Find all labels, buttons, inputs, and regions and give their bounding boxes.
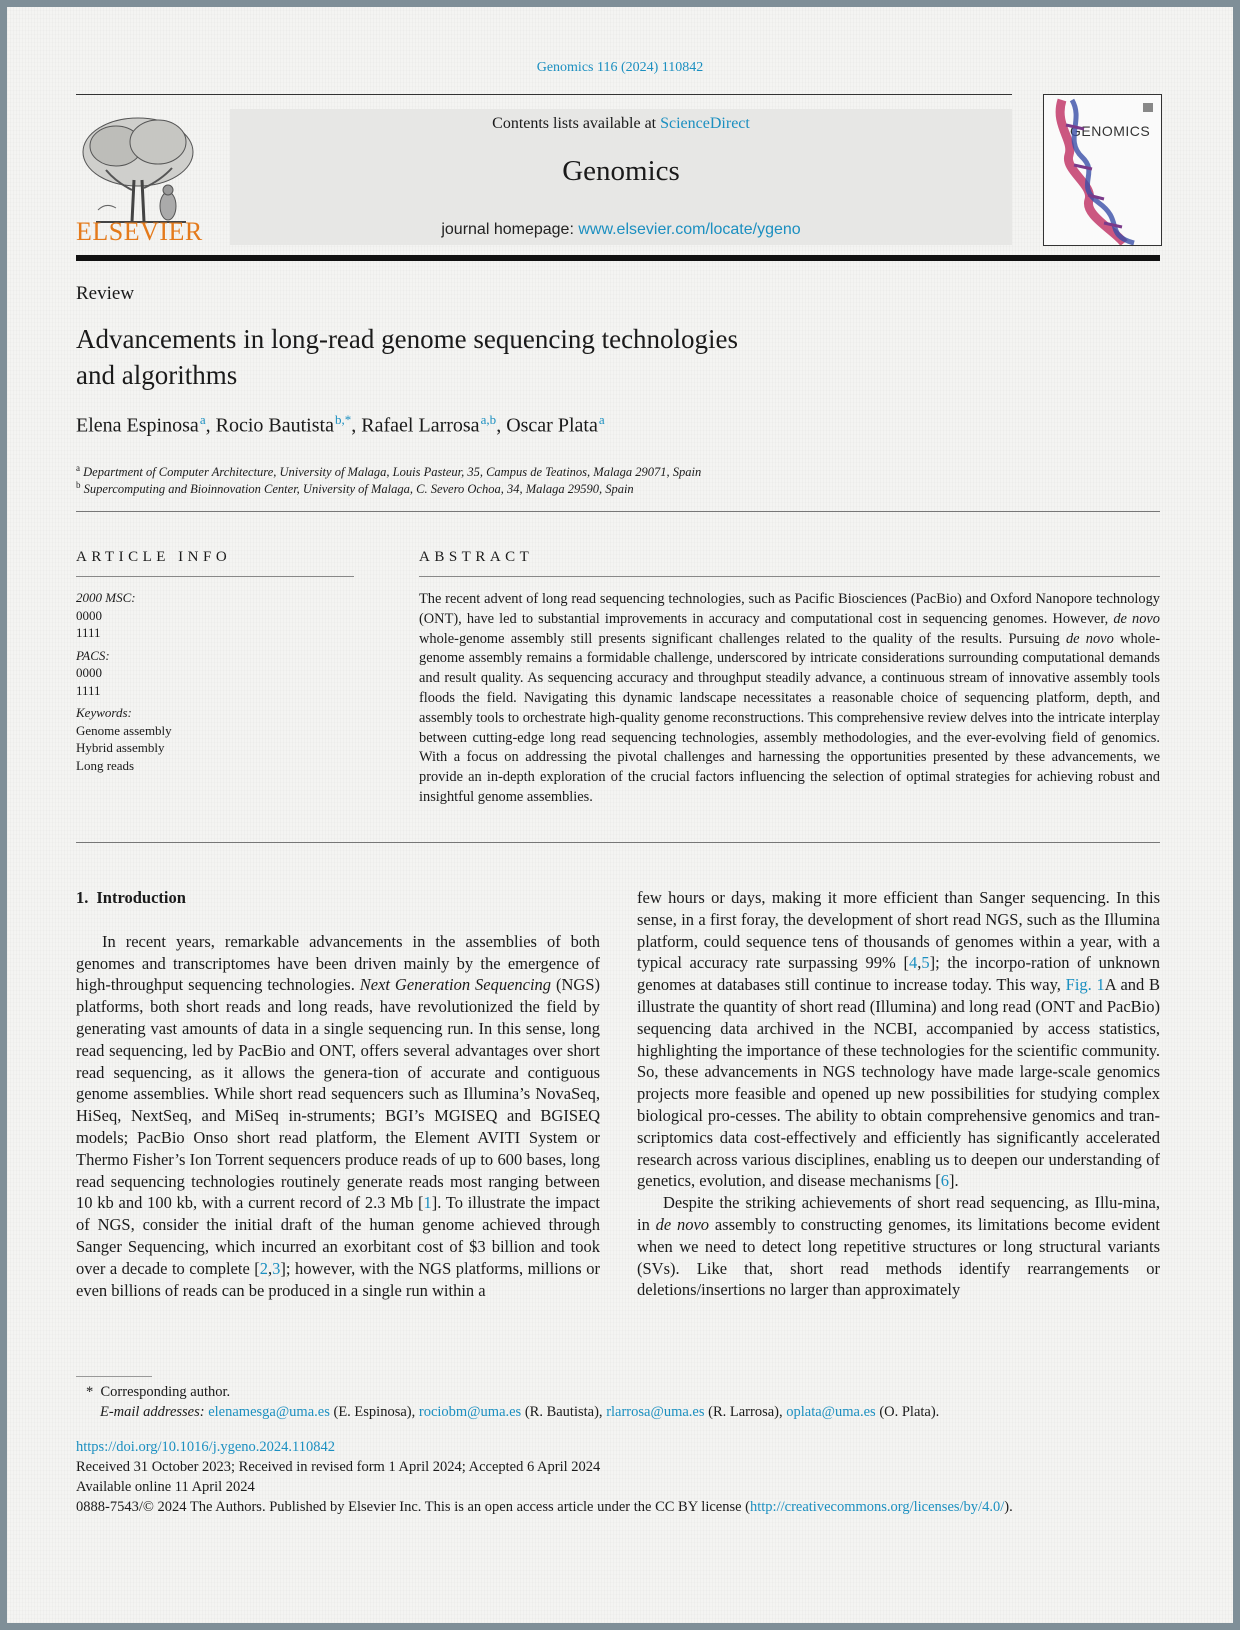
affiliation-a — [76, 463, 701, 480]
pacs-code: 0000 — [76, 665, 102, 680]
abstract-rule — [419, 576, 1160, 577]
author-list — [76, 412, 605, 438]
body-column-right — [637, 887, 1160, 1301]
journal-citation-link[interactable]: Genomics 116 (2024) 110842 — [536, 60, 704, 75]
abstract-text: The recent advent of long read sequencing technologies, such as Pacific Biosciences (PacBio) and Oxford Nanopore technology (ONT), have led to substantial improvements in accuracy and computational cost in sequencing genomes. However, de novo whole-genome assembly still presents significant challenges related to the quality of the results. Pursuing de novo whole-genome assembly remains a formidable challenge, underscored by intricate considerations surrounding computational demands and result quality. As sequencing accuracy and throughput steadily advance, a continuous stream of innovative assembly tools floods the field. Navigating this dynamic landscape necessitates a reasonable choice of sequencing platform, depth, and assembly tools to orchestrate high-quality genome reconstructions. This comprehensive review delves into the intricate interplay between cutting-edge long read sequencing technologies, assembly methodologies, and the ever-evolving field of genomics. With a focus on addressing the pivotal challenges and harnessing the opportunities presented by these advancements, we provide an in-depth exploration of the crucial factors influencing the selection of optimal strategies for achieving robust and insightful genome assemblies. — [419, 591, 1161, 805]
corresponding-author-note: * Corresponding author. — [86, 1384, 231, 1400]
author-name[interactable]: Oscar Plata — [506, 414, 598, 437]
dna-strand-icon — [1044, 95, 1161, 245]
reference-link[interactable]: 2 — [259, 1258, 269, 1278]
email-label: E-mail addresses: — [100, 1404, 205, 1420]
article-title-line-2: and algorithms — [76, 360, 238, 390]
author-name[interactable]: Rafael Larrosa — [361, 414, 480, 437]
contents-prefix: Contents lists available at — [492, 115, 661, 132]
msc-label: 2000 MSC: — [76, 590, 136, 605]
journal-name: Genomics — [562, 155, 680, 187]
affiliation-mark: b — [76, 480, 81, 490]
reference-link[interactable]: 3 — [272, 1258, 281, 1278]
masthead — [76, 95, 1012, 253]
contents-line — [230, 115, 1012, 133]
keyword: Long reads — [76, 757, 135, 773]
keyword: Genome assembly — [76, 722, 172, 738]
intro-paragraph: In recent years, remarkable advancements in the assemblies of both genomes and transcriptomes have been driven mainly by the emergence of high-throughput sequencing technologies. Next Generation Sequencing (NGS) platforms, both short reads and long reads, have revolutionized the field by generating vast amounts of data in a single sequencing run. In this sense, long read sequencing, led by PacBio and ONT, offers several advantages over short read sequencing, as it allows the genera-tion of accurate and contiguous genome assemblies. While short read sequencers such as Illumina’s NovaSeq, HiSeq, NextSeq, and MiSeq in-struments; BGI’s MGISEQ and BGISEQ models; PacBio Onso short read platform, the Element AVITI System or Thermo Fisher’s Ion Torrent sequencers produce reads of up to 600 bases, long read sequencing technologies routinely generate reads most ranging between 10 kb and 100 kb, with a current record of 2.3 Mb [1]. To illustrate the impact of NGS, consider the initial draft of the human genome achieved through Sanger Sequencing, which incurred an exorbitant cost of $3 billion and took over a decade to complete [2,3]; however, with the NGS platforms, millions or even billions of reads can be produced in a single run within a — [76, 931, 600, 1300]
keyword: Hybrid assembly — [76, 740, 165, 755]
cover-title: GENOMICS — [1070, 123, 1151, 139]
masthead-rule — [76, 255, 1160, 261]
body-column-left — [76, 887, 600, 1301]
online-date: Available online 11 April 2024 — [76, 1479, 255, 1495]
figure-link[interactable]: Fig. 1 — [1065, 975, 1105, 995]
journal-banner — [230, 109, 1012, 245]
doi-link[interactable]: https://doi.org/10.1016/j.ygeno.2024.110842 — [76, 1439, 335, 1455]
intro-paragraph: Despite the striking achievements of short read sequencing, as Illu-mina, in de novo assembly to constructing genomes, its limitations become evident when we need to detect long repetitive structures or long structural variants (SVs). Like that, short read methods identify rearrangements or deletions/insertions no larger than approximately — [637, 1193, 1160, 1300]
intro-paragraph-continued: few hours or days, making it more efficient than Sanger sequencing. In this sense, in a first foray, the development of short read NGS, such as the Illumina platform, could sequence tens of thousands of genomes within a year, with a typical accuracy rate surpassing 99% [4,5]; the incorpo-ration of unknown genomes at databases still continue to increase today. This way, Fig. 1A and B illustrate the quantity of short read (Illumina) and long read (ONT and PacBio) sequencing data archived in the NCBI, accompanied by access statistics, highlighting the importance of these technologies for the scientific community. So, these advancements in NGS technology have made large-scale genomics projects more feasible and opened up new possibilities for studying complex biological pro-cesses. The ability to obtain comprehensive genomics and tran-scriptomics data cost-effectively and efficiently has significantly accelerated research across various disciplines, enabling us to deepen our understanding of genetics, evolution, and disease mechanisms [6]. — [637, 888, 1161, 1191]
article-info-heading: ARTICLE INFO — [76, 549, 232, 565]
license-link[interactable]: http://creativecommons.org/licenses/by/4.0/ — [750, 1499, 1005, 1515]
msc-code: 1111 — [76, 625, 101, 640]
keywords-label: Keywords: — [76, 705, 132, 720]
email-link[interactable]: elenamesga@uma.es — [208, 1404, 330, 1420]
homepage-link[interactable]: www.elsevier.com/locate/ygeno — [578, 221, 801, 238]
pacs-code: 1111 — [76, 682, 101, 698]
author-name[interactable]: Elena Espinosa — [76, 414, 199, 437]
sciencedirect-link[interactable]: ScienceDirect — [660, 115, 750, 132]
footnote-rule — [76, 1376, 152, 1377]
email-link[interactable]: rlarrosa@uma.es — [606, 1404, 705, 1420]
article-info-rule — [76, 576, 354, 577]
article-title-line-1: Advancements in long-read genome sequencing technologies — [76, 324, 739, 354]
section-heading-introduction: 1. Introduction — [76, 888, 186, 907]
author-separator: , — [351, 414, 362, 437]
reference-link[interactable]: 4 — [908, 953, 918, 973]
article-type: Review — [76, 283, 135, 304]
email-link[interactable]: oplata@uma.es — [786, 1404, 876, 1420]
received-dates: Received 31 October 2023; Received in revised form 1 April 2024; Accepted 6 April 2024 — [76, 1459, 601, 1475]
reference-link[interactable]: 6 — [940, 1171, 950, 1191]
license-line: 0888-7543/© 2024 The Authors. Published by Elsevier Inc. This is an open access article under the CC BY license (http://creativecommons.org/licenses/by/4.0/). — [76, 1499, 1013, 1515]
email-link[interactable]: rociobm@uma.es — [418, 1404, 522, 1420]
author-affiliation-mark[interactable]: a — [598, 412, 605, 427]
footnote-star: * — [86, 1384, 94, 1400]
reference-link[interactable]: 1 — [423, 1193, 432, 1213]
affiliation-b — [76, 480, 634, 497]
author-name[interactable]: Rocio Bautista — [215, 414, 334, 437]
article-title — [76, 321, 976, 393]
affiliation-text: Department of Computer Architecture, University of Malaga, Louis Pasteur, 35, Campus de Teatinos, Malaga 29071, Spain — [83, 465, 702, 480]
affiliation-rule — [76, 511, 1160, 512]
article-info-list — [76, 589, 354, 774]
abstract-bottom-rule — [76, 842, 1160, 843]
author-affiliation-mark[interactable]: a,b — [480, 412, 497, 427]
author-affiliation-mark[interactable]: b,* — [335, 412, 352, 427]
abstract-heading: ABSTRACT — [419, 549, 534, 565]
journal-cover-image — [1043, 94, 1162, 246]
pacs-label: PACS: — [76, 647, 110, 663]
author-separator: , — [496, 414, 507, 437]
affiliation-text: Supercomputing and Bioinnovation Center, University of Malaga, C. Severo Ochoa, 34, Malaga 29590, Spain — [83, 482, 634, 497]
email-addresses: E-mail addresses: elenamesga@uma.es (E. Espinosa), rociobm@uma.es (R. Bautista), rlarrosa@uma.es (R. Larrosa), oplata@uma.es (O. Plata). — [100, 1404, 940, 1420]
author-separator: , — [205, 414, 216, 437]
msc-code: 0000 — [76, 607, 102, 623]
reference-link[interactable]: 5 — [921, 953, 930, 973]
author-affiliation-mark[interactable]: a — [199, 412, 206, 427]
homepage-line — [230, 221, 1012, 239]
article-page — [7, 7, 1233, 1623]
elsevier-wordmark: ELSEVIER — [76, 217, 203, 246]
affiliation-mark: a — [76, 463, 80, 473]
homepage-label: journal homepage: — [441, 221, 579, 238]
